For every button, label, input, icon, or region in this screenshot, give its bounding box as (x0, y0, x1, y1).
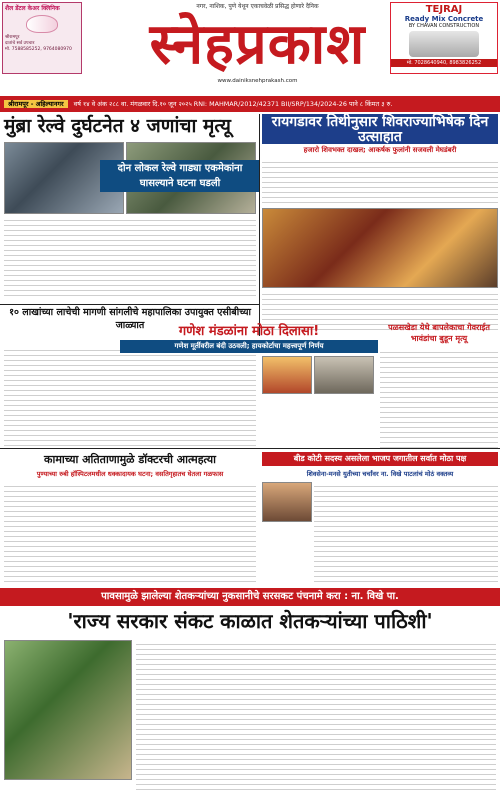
bjp-subheadline: शिवसेना-मनसे युतीच्या चर्चांवर ना. विखे पाटलांचं मोठं वक्तव्य (306, 470, 454, 478)
palaskheda-body (380, 348, 498, 448)
column-divider (259, 114, 260, 336)
doctor-headline: कामाच्या अतिताणामुळे डॉक्टरची आत्महत्या (44, 453, 216, 466)
dental-ad-line: श्रीरामपूर (5, 35, 20, 41)
ganesh-headline: गणेश मंडळांना मोठा दिलासा! (178, 324, 320, 339)
edition-strip (0, 96, 500, 112)
rain-headline: 'राज्य सरकार संकट काळात शेतकऱ्यांच्या पाठिशी' (67, 609, 433, 633)
section-divider (0, 304, 259, 305)
tagline: नगर, नाशिक, पुणे येथून एकाचवेळी प्रसिद्ध होणारे दैनिक (196, 3, 319, 10)
raigad-subheadline: हजारो शिवभक्त दाखल; आकर्षक फुलांनी सजवली मेघडंबरी (303, 146, 457, 154)
tejraj-brand: TEJRAJ (425, 4, 463, 15)
dental-ad-line: मो. 7588585252, 9764080970 (5, 47, 72, 53)
tejraj-ad (390, 2, 498, 74)
lead-body (4, 216, 256, 300)
raigad-headline: रायगडावर तिथीनुसार शिवराज्याभिषेक दिन उत्साहात (262, 114, 498, 144)
truck-icon (409, 31, 479, 57)
lead-subheadline: दोन लोकल रेल्वे गाड्या एकमेकांना घासल्याने घटना घडली (100, 160, 260, 192)
ganesh-idol-photo (262, 356, 312, 394)
section-divider (0, 448, 500, 449)
dental-ad-title: शैल डेंटल केअर क्लिनिक (5, 5, 60, 12)
sangli-body (4, 346, 256, 446)
field-visit-photo (4, 640, 132, 780)
doctor-subheadline: पुण्याच्या रुबी हॉस्पिटलमधील धक्कादायक घटना; वसतिगृहातच घेतला गळफास (36, 470, 224, 478)
leader-photo (262, 482, 312, 522)
court-building-photo (314, 356, 374, 394)
tejraj-line2: BY CHAVAN CONSTRUCTION (408, 23, 480, 29)
newspaper-title: स्नेहप्रकाश (149, 11, 366, 77)
edition-city: श्रीरामपूर - अहिल्यानगर (4, 100, 68, 108)
dental-clinic-ad (2, 2, 82, 74)
palaskheda-headline: पळसखेडा येथे बापलेकाचा गेवराईत भावंडांचा बुडून मृत्यू (388, 323, 490, 343)
doctor-body (4, 482, 256, 582)
website-link[interactable]: www.dainiksnehprakash.com (217, 78, 298, 84)
sangli-headline: १० लाखांच्या लाचेची मागणी सांगलीचे महापालिका उपायुक्त एसीबीच्या जाळ्यात (9, 307, 251, 331)
tejraj-phone: मो. 7028640940, 8983826252 (391, 59, 497, 67)
dental-ad-line: दातांचे सर्व उपचार (5, 41, 35, 47)
raigad-photo (262, 208, 498, 288)
edition-details: वर्ष १४ वे अंक २८८ वा. मंगळवार दि.१० जून २०२५ RNI: MAHMAR/2012/42371 BII/SRP/134/2024-26 पाने ८ किंमत ३ रु. (73, 100, 393, 108)
rain-body (136, 640, 496, 790)
bjp-headline: बीड कोटी सदस्य असलेला भाजप जगातील सर्वात मोठा पक्ष (262, 452, 498, 466)
raigad-intro (262, 158, 498, 206)
bjp-body (314, 482, 498, 582)
tooth-icon (26, 15, 58, 33)
lead-headline: मुंब्रा रेल्वे दुर्घटनेत ४ जणांचा मृत्यू (4, 115, 231, 137)
tejraj-line1: Ready Mix Concrete (404, 15, 484, 23)
ganesh-subheadline: गणेश मूर्तीवरील बंदी उठवली; हायकोर्टाचा महत्त्वपूर्ण निर्णय (120, 340, 378, 353)
rain-band: पावसामुळे झालेल्या शेतकऱ्यांच्या नुकसानीचे सरसकट पंचनामे करा : ना. विखे पा. (0, 588, 500, 606)
